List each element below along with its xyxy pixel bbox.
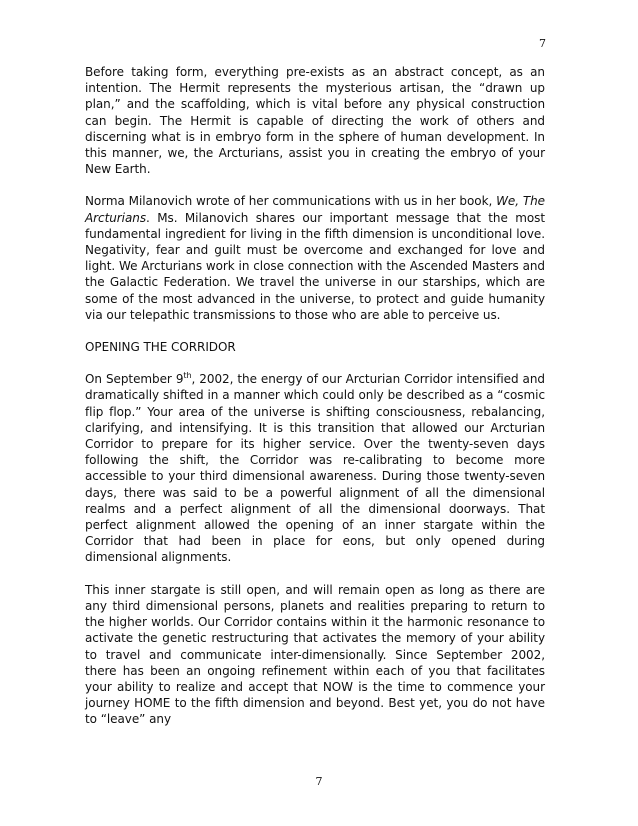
ordinal-suffix: th [183, 371, 192, 381]
page-body [85, 64, 545, 744]
paragraph-milanovich-intro: Norma Milanovich wrote of her communications with us in her book, [85, 194, 497, 209]
paragraph-september-intro: On September 9 [85, 372, 184, 387]
section-heading: OPENING THE CORRIDOR [85, 340, 236, 355]
paragraph-milanovich [85, 193, 545, 323]
book-title: We, The Arcturians [85, 194, 545, 225]
paragraph-september-rest: , 2002, the energy of our Arcturian Corridor intensified and dramatically shifted in a manner which could only be described as a “cosmic flip flop.” Your area of the universe is shifting consciousness, rebalancing, clarifying, and intensifying. It is this transition that allowed our Arcturian Corridor to prepare for its higher service. Over the twenty-seven days following the shift, the Corridor was re-calibrating to become more accessible to your third dimensional awareness. During those twenty-seven days, there was said to be a powerful alignment of all the dimensional realms and a perfect alignment of all the dimensional doorways. That perfect alignment allowed the opening of an inner stargate within the Corridor that had been in place for eons, but only opened during dimensional alignments. [85, 372, 545, 565]
paragraph-milanovich-rest: . Ms. Milanovich shares our important message that the most fundamental ingredient for living in the fifth dimension is unconditional love. Negativity, fear and guilt must be overcome and exchanged for love and light. We Arcturians work in close connection with the Ascended Masters and the Galactic Federation. We travel the universe in our starships, which are some of the most advanced in the universe, to protect and guide humanity via our telepathic transmissions to those who are able to perceive us. [85, 210, 545, 322]
header-page-number: 7 [539, 37, 546, 50]
paragraph-september [85, 371, 545, 565]
footer-page-number: 7 [315, 775, 323, 788]
paragraph-hermit: Before taking form, everything pre-exists as an abstract concept, as an intention. The Hermit represents the mysterious artisan, the “drawn up plan,” and the scaffolding, which is vital before any physical construction can begin. The Hermit is capable of directing the work of others and discerning what is in embryo form in the sphere of human development. In this manner, we, the Arcturians, assist you in creating the embryo of your New Earth. [85, 65, 545, 177]
paragraph-stargate: This inner stargate is still open, and will remain open as long as there are any third dimensional persons, planets and realities preparing to return to the higher worlds. Our Corridor contains within it the harmonic resonance to activate the genetic restructuring that activates the memory of your ability to travel and communicate inter-dimensionally. Since September 2002, there has been an ongoing refinement within each of you that facilitates your ability to realize and accept that NOW is the time to commence your journey HOME to the fifth dimension and beyond. Best yet, you do not have to “leave” any [85, 582, 545, 727]
